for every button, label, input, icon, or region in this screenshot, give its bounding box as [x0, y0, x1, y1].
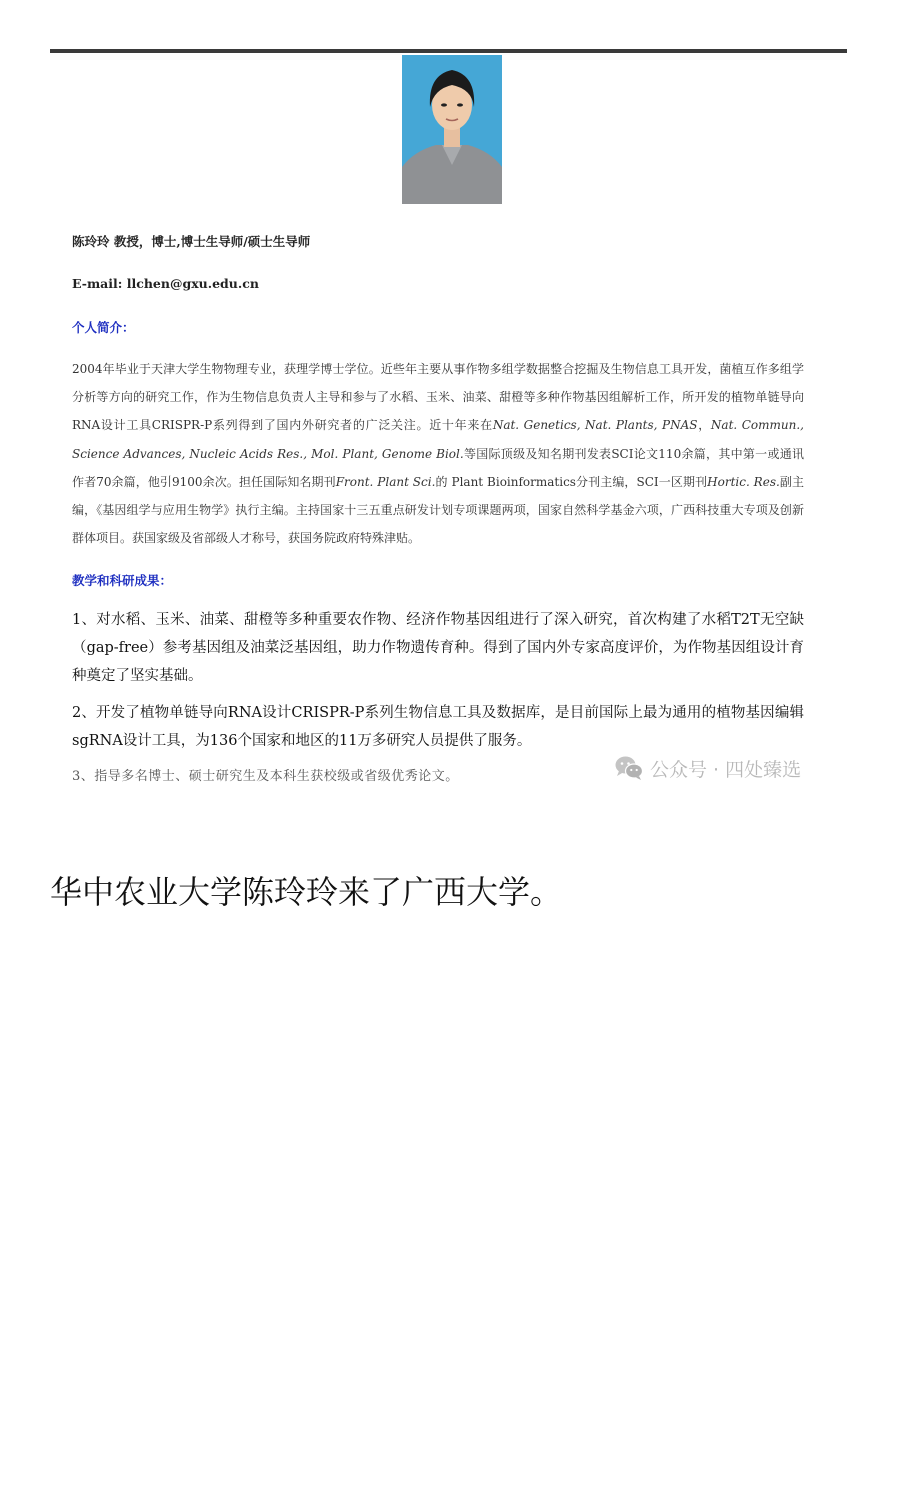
wechat-icon: [614, 755, 644, 781]
bio-paragraph: [72, 355, 804, 552]
watermark: [614, 755, 801, 781]
bio-text: 的 Plant Bioinformatics分刊主编，SCI一区期刊: [435, 474, 708, 489]
achievements-heading: 教学和科研成果：: [72, 573, 173, 588]
bio-text: 副主编，《基因组学与应用生物学》执行主编。主持国家十三五重点研发计划专项课题两项，国家自然科学基金六项，广西科技重大专项及创新群体项目。获国家级及省部级人才称号，获国务院政府特殊津贴。: [72, 474, 804, 546]
achievement-item: 2、开发了植物单链导向RNA设计CRISPR-P系列生物信息工具及数据库，是目前国际上最为通用的植物基因编辑sgRNA设计工具，为136个国家和地区的11万多研究人员提供了服务。: [72, 705, 804, 749]
journal-names: Nat. Commun., Science Advances, Nucleic Acids Res., Mol. Plant, Genome Biol.: [72, 418, 804, 461]
bio-text: ，: [697, 418, 711, 433]
top-divider: [50, 49, 847, 53]
headline: 华中农业大学陈玲玲来了广西大学。: [50, 873, 563, 911]
watermark-text: 公众号 · 四处臻选: [650, 758, 802, 781]
bio-text: 等国际顶级及知名期刊发表SCI论文110余篇，其中第一或通讯作者70余篇，他引9100余次。担任国际知名期刊: [72, 446, 805, 489]
achievement-item: 3、指导多名博士、硕士研究生及本科生获校级或省级优秀论文。: [72, 769, 459, 784]
intro-heading: 个人简介：: [72, 320, 135, 335]
bio-text: 2004年毕业于天津大学生物物理专业，获理学博士学位。近些年主要从事作物多组学数据整合挖掘及生物信息工具开发，菌植互作多组学分析等方向的研究工作，作为生物信息负责人主导和参与了水稻、玉米、油菜、甜橙等多种作物基因组解析工作，所开发的植物单链导向RNA设计工具CRISPR-P系列得到了国内外研究者的广泛关注。近十年来在: [72, 362, 804, 433]
email-address: E-mail: llchen@gxu.edu.cn: [72, 276, 259, 291]
profile-photo: [402, 55, 502, 204]
journal-names: Nat. Genetics, Nat. Plants, PNAS: [492, 418, 698, 433]
journal-name: Front. Plant Sci.: [335, 474, 436, 489]
name-title: 陈玲玲 教授，博士,博士生导师/硕士生导师: [72, 234, 311, 249]
journal-name: Hortic. Res.: [707, 474, 780, 489]
achievement-item: 1、对水稻、玉米、油菜、甜橙等多种重要农作物、经济作物基因组进行了深入研究，首次构建了水稻T2T无空缺（gap-free）参考基因组及油菜泛基因组，助力作物遗传育种。得到了国内外专家高度评价，为作物基因组设计育种奠定了坚实基础。: [72, 612, 804, 684]
